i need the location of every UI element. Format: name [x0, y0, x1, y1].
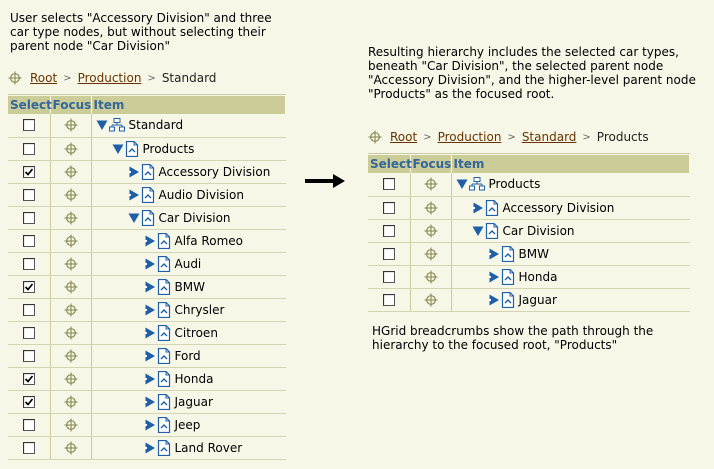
tree-node: [92, 417, 286, 433]
expand-triangle-icon[interactable]: [472, 202, 484, 214]
document-icon: [157, 256, 171, 272]
focus-cell: [50, 183, 91, 206]
expand-triangle-icon[interactable]: [144, 396, 156, 408]
table-row: [8, 436, 286, 459]
document-icon: [485, 200, 499, 216]
document-icon: [501, 269, 515, 285]
document-icon: [157, 371, 171, 387]
tree-node-label: Land Rover: [174, 440, 243, 455]
focus-cell: [410, 242, 451, 265]
focus-target-icon[interactable]: [424, 293, 438, 307]
select-cell: [8, 137, 50, 160]
select-checkbox[interactable]: [23, 350, 35, 362]
expand-triangle-icon[interactable]: [144, 373, 156, 385]
item-cell: [91, 137, 286, 160]
tree-node: [92, 325, 286, 341]
focus-cell: [410, 196, 451, 219]
header-row: [368, 155, 690, 173]
document-icon: [157, 348, 171, 364]
tree-node: [92, 118, 286, 132]
tree-node-label: Honda: [174, 371, 214, 386]
select-checkbox[interactable]: [23, 396, 35, 408]
select-checkbox[interactable]: [23, 442, 35, 454]
tree-node: [452, 246, 690, 262]
focus-target-icon[interactable]: [64, 326, 78, 340]
document-icon: [501, 292, 515, 308]
focus-cell: [50, 137, 91, 160]
expand-triangle-icon[interactable]: [488, 294, 500, 306]
focus-target-icon[interactable]: [64, 188, 78, 202]
header-row: [8, 96, 286, 114]
tree-node-label: Jaguar: [518, 292, 557, 307]
tree-node-label: Ford: [174, 348, 201, 363]
select-checkbox[interactable]: [383, 248, 395, 260]
tree-node: [92, 164, 286, 180]
select-checkbox[interactable]: [383, 225, 395, 237]
select-cell: [8, 114, 50, 137]
document-icon: [157, 302, 171, 318]
document-icon: [125, 141, 139, 157]
select-checkbox[interactable]: [23, 189, 35, 201]
focus-target-icon[interactable]: [64, 372, 78, 386]
item-cell: [91, 390, 286, 413]
document-icon: [501, 246, 515, 262]
expand-triangle-icon[interactable]: [144, 442, 156, 454]
select-cell: [368, 265, 410, 288]
select-cell: [8, 252, 50, 275]
table-row: [8, 298, 286, 321]
item-cell: [451, 196, 690, 219]
tree-node-label: Audio Division: [158, 187, 244, 202]
focus-target-icon[interactable]: [64, 280, 78, 294]
expand-triangle-icon[interactable]: [144, 281, 156, 293]
document-icon: [157, 440, 171, 456]
expand-triangle-icon[interactable]: [144, 235, 156, 247]
table-row: [8, 160, 286, 183]
select-checkbox[interactable]: [23, 419, 35, 431]
select-cell: [368, 242, 410, 265]
focus-target-icon[interactable]: [64, 303, 78, 317]
focus-column-header: Focus: [50, 96, 91, 114]
tree-node-label: Chrysler: [174, 302, 225, 317]
focus-target-icon[interactable]: [424, 177, 438, 191]
breadcrumb-separator: >: [423, 131, 432, 143]
focus-target-icon[interactable]: [64, 418, 78, 432]
item-cell: [91, 252, 286, 275]
focus-cell: [410, 288, 451, 311]
divider: [8, 94, 286, 95]
document-icon: [157, 279, 171, 295]
tree-node: [92, 210, 286, 226]
item-cell: [91, 229, 286, 252]
expand-triangle-icon[interactable]: [128, 189, 140, 201]
table-row: [368, 219, 690, 242]
tree-node-label: Audi: [174, 256, 202, 271]
focus-cell: [50, 436, 91, 459]
focus-target-icon[interactable]: [64, 118, 78, 132]
item-column-header: Item: [451, 155, 690, 173]
tree-node-label: BMW: [174, 279, 205, 294]
tree-node-label: Car Division: [158, 210, 231, 225]
item-cell: [91, 114, 286, 137]
table-row: [8, 367, 286, 390]
table-row: [8, 206, 286, 229]
focus-target-icon[interactable]: [424, 247, 438, 261]
select-cell: [368, 219, 410, 242]
breadcrumb: [368, 125, 690, 149]
table-row: [8, 344, 286, 367]
focus-target-icon[interactable]: [64, 257, 78, 271]
tree-node: [92, 187, 286, 203]
collapse-triangle-icon[interactable]: [96, 119, 108, 131]
table-row: [368, 288, 690, 311]
tree-node-label: Accessory Division: [502, 200, 615, 215]
tree-node: [92, 394, 286, 410]
focus-target-icon[interactable]: [64, 142, 78, 156]
tree-node-label: Car Division: [502, 223, 575, 238]
expand-triangle-icon[interactable]: [144, 304, 156, 316]
tree-node-label: Citroen: [174, 325, 218, 340]
tree-node-label: Products: [488, 177, 541, 192]
hgrid-table: [8, 96, 286, 460]
select-column-header: Select: [10, 98, 52, 112]
hgrid-table: [368, 155, 690, 312]
table-row: [8, 137, 286, 160]
tree-node: [92, 348, 286, 364]
select-cell: [8, 344, 50, 367]
tree-node: [452, 223, 690, 239]
tree-node: [92, 440, 286, 456]
select-cell: [368, 196, 410, 219]
select-cell: [8, 321, 50, 344]
focus-cell: [50, 275, 91, 298]
select-cell: [368, 173, 410, 196]
select-checkbox[interactable]: [383, 178, 395, 190]
focus-cell: [50, 160, 91, 183]
focus-cell: [50, 390, 91, 413]
tree-node-label: Jeep: [174, 417, 201, 432]
select-checkbox[interactable]: [23, 166, 35, 178]
select-checkbox[interactable]: [23, 212, 35, 224]
focus-cell: [50, 114, 91, 137]
collapse-triangle-icon[interactable]: [456, 178, 468, 190]
item-cell: [91, 183, 286, 206]
tree-node-label: Honda: [518, 269, 558, 284]
select-cell: [8, 229, 50, 252]
tree-node: [452, 200, 690, 216]
select-cell: [8, 413, 50, 436]
breadcrumb-standard: Standard: [161, 71, 217, 85]
tree-node-label: Standard: [128, 118, 184, 133]
table-row: [8, 229, 286, 252]
document-icon: [141, 164, 155, 180]
focus-cell: [410, 265, 451, 288]
select-checkbox[interactable]: [23, 119, 35, 131]
expand-triangle-icon[interactable]: [488, 271, 500, 283]
expand-triangle-icon[interactable]: [128, 166, 140, 178]
focus-target-icon[interactable]: [64, 234, 78, 248]
item-cell: [91, 321, 286, 344]
hgrid-after: [368, 125, 690, 312]
item-cell: [91, 344, 286, 367]
breadcrumb-separator: >: [147, 72, 156, 84]
left-caption: User selects "Accessory Division" and three car type nodes, but without selecting their parent node "Car Division": [10, 11, 272, 53]
tree-node: [452, 177, 690, 191]
tree-node: [452, 292, 690, 308]
item-cell: [91, 436, 286, 459]
focus-cell: [50, 321, 91, 344]
focus-target-icon[interactable]: [424, 201, 438, 215]
select-checkbox[interactable]: [23, 143, 35, 155]
item-cell: [451, 265, 690, 288]
crumb-target-icon[interactable]: [368, 130, 382, 144]
document-icon: [157, 417, 171, 433]
table-row: [8, 321, 286, 344]
focus-target-icon[interactable]: [64, 441, 78, 455]
hierarchy-icon: [469, 177, 485, 191]
table-row: [368, 173, 690, 196]
breadcrumb-separator: >: [507, 131, 516, 143]
select-checkbox[interactable]: [23, 327, 35, 339]
tree-node: [92, 141, 286, 157]
breadcrumb-root[interactable]: Root: [390, 130, 418, 144]
focus-cell: [410, 219, 451, 242]
focus-cell: [50, 367, 91, 390]
table-row: [368, 242, 690, 265]
focus-cell: [50, 252, 91, 275]
expand-triangle-icon[interactable]: [144, 258, 156, 270]
breadcrumb-products: Products: [596, 130, 649, 144]
item-cell: [91, 413, 286, 436]
collapse-triangle-icon[interactable]: [128, 212, 140, 224]
breadcrumb-separator: >: [63, 72, 72, 84]
collapse-triangle-icon[interactable]: [472, 225, 484, 237]
select-column-header: Select: [370, 157, 412, 171]
tree-node: [92, 302, 286, 318]
expand-triangle-icon[interactable]: [144, 327, 156, 339]
tree-node-label: Products: [142, 141, 195, 156]
select-checkbox[interactable]: [383, 271, 395, 283]
tree-node: [452, 269, 690, 285]
table-row: [8, 114, 286, 137]
breadcrumb-standard[interactable]: Standard: [521, 130, 577, 144]
select-checkbox[interactable]: [383, 202, 395, 214]
table-row: [8, 390, 286, 413]
select-checkbox[interactable]: [23, 235, 35, 247]
tree-node-label: Alfa Romeo: [174, 233, 243, 248]
select-checkbox[interactable]: [383, 294, 395, 306]
tree-node: [92, 233, 286, 249]
divider: [368, 153, 690, 154]
collapse-triangle-icon[interactable]: [112, 143, 124, 155]
focus-column-header: Focus: [410, 155, 451, 173]
crumb-target-icon[interactable]: [8, 71, 22, 85]
document-icon: [157, 233, 171, 249]
breadcrumb-production[interactable]: Production: [77, 71, 142, 85]
item-cell: [91, 160, 286, 183]
select-cell: [8, 367, 50, 390]
document-icon: [141, 187, 155, 203]
select-cell: [8, 390, 50, 413]
item-cell: [451, 173, 690, 196]
expand-triangle-icon[interactable]: [488, 248, 500, 260]
select-cell: [8, 183, 50, 206]
select-checkbox[interactable]: [23, 281, 35, 293]
tree-node-label: BMW: [518, 246, 549, 261]
document-icon: [141, 210, 155, 226]
focus-target-icon[interactable]: [64, 349, 78, 363]
expand-triangle-icon[interactable]: [144, 419, 156, 431]
bottom-caption: HGrid breadcrumbs show the path through the hierarchy to the focused root, "Products": [372, 324, 654, 352]
select-checkbox[interactable]: [23, 304, 35, 316]
focus-target-icon[interactable]: [64, 395, 78, 409]
focus-cell: [50, 206, 91, 229]
select-cell: [8, 160, 50, 183]
table-row: [368, 196, 690, 219]
focus-cell: [50, 344, 91, 367]
breadcrumb-production[interactable]: Production: [437, 130, 502, 144]
focus-target-icon[interactable]: [424, 224, 438, 238]
select-checkbox[interactable]: [23, 373, 35, 385]
focus-target-icon[interactable]: [64, 211, 78, 225]
select-cell: [8, 436, 50, 459]
table-row: [8, 183, 286, 206]
tree-node: [92, 371, 286, 387]
select-cell: [368, 288, 410, 311]
item-cell: [91, 367, 286, 390]
focus-cell: [50, 413, 91, 436]
document-icon: [157, 325, 171, 341]
select-cell: [8, 275, 50, 298]
document-icon: [485, 223, 499, 239]
document-icon: [157, 394, 171, 410]
select-cell: [8, 206, 50, 229]
table-row: [8, 413, 286, 436]
table-row: [8, 275, 286, 298]
focus-cell: [410, 173, 451, 196]
breadcrumb-root[interactable]: Root: [30, 71, 58, 85]
select-checkbox[interactable]: [23, 258, 35, 270]
select-cell: [8, 298, 50, 321]
table-row: [8, 252, 286, 275]
tree-node-label: Jaguar: [174, 394, 213, 409]
focus-target-icon[interactable]: [424, 270, 438, 284]
item-cell: [91, 275, 286, 298]
item-cell: [91, 298, 286, 321]
item-cell: [451, 288, 690, 311]
tree-node: [92, 279, 286, 295]
expand-triangle-icon[interactable]: [144, 350, 156, 362]
focus-cell: [50, 298, 91, 321]
hgrid-before: [8, 66, 286, 460]
breadcrumb-separator: >: [582, 131, 591, 143]
tree-node: [92, 256, 286, 272]
table-row: [368, 265, 690, 288]
breadcrumb: [8, 66, 286, 90]
right-caption: Resulting hierarchy includes the selected car types, beneath "Car Division", the selected parent node "Accessory Division", and the higher-level parent node "Products" as the focused root.: [368, 45, 696, 101]
right-arrow-icon: [305, 173, 345, 189]
focus-target-icon[interactable]: [64, 165, 78, 179]
item-column-header: Item: [91, 96, 286, 114]
item-cell: [91, 206, 286, 229]
item-cell: [451, 242, 690, 265]
tree-node-label: Accessory Division: [158, 164, 271, 179]
item-cell: [451, 219, 690, 242]
hierarchy-icon: [109, 118, 125, 132]
focus-cell: [50, 229, 91, 252]
